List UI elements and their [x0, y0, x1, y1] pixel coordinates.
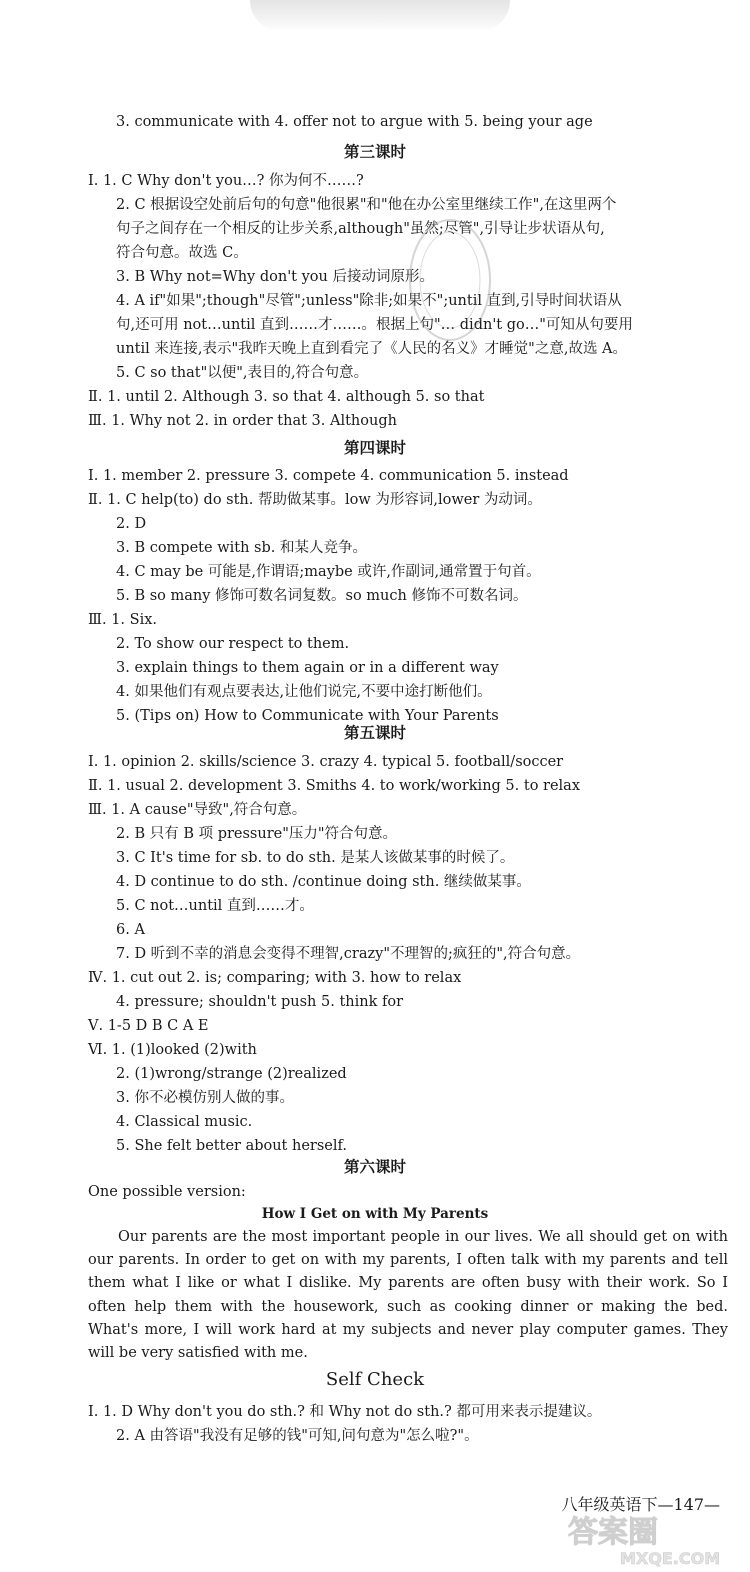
text-line: Ⅰ. 1. D Why don't you do sth.? 和 Why not do sth.? 都可用来表示提建议。	[88, 1404, 602, 1420]
text-line: Ⅱ. 1. usual 2. development 3. Smiths 4. to work/working 5. to relax	[88, 778, 581, 794]
text-line: One possible version:	[88, 1184, 246, 1200]
text-line: Ⅱ. 1. until 2. Although 3. so that 4. although 5. so that	[88, 389, 485, 405]
text-line: 5. C not…until 直到……才。	[116, 898, 314, 914]
text-line: until 来连接,表示"我昨天晚上直到看完了《人民的名义》才睡觉"之意,故选 A。	[116, 341, 628, 357]
text-line: 符合句意。故选 C。	[116, 245, 248, 261]
text-line: 3. explain things to them again or in a different way	[116, 660, 499, 676]
text-line: Ⅰ. 1. member 2. pressure 3. compete 4. communication 5. instead	[88, 468, 569, 484]
text-line: Ⅱ. 1. C help(to) do sth. 帮助做某事。low 为形容词,lower 为动词。	[88, 492, 542, 508]
section-heading-lesson5: 第五课时	[343, 724, 406, 742]
text-line: 5. B so many 修饰可数名词复数。so much 修饰不可数名词。	[116, 588, 528, 604]
text-line: 2. C 根据设空处前后句的句意"他很累"和"他在办公室里继续工作",在这里两个	[116, 197, 617, 213]
svg-text:MXQE.COM: MXQE.COM	[620, 1549, 721, 1568]
text-line: 4. 如果他们有观点要表达,让他们说完,不要中途打断他们。	[116, 684, 492, 700]
text-line: 2. (1)wrong/strange (2)realized	[116, 1066, 347, 1082]
text-line: 3. 你不必模仿别人做的事。	[116, 1090, 294, 1106]
text-line: 5. (Tips on) How to Communicate with Your Parents	[116, 708, 499, 724]
text-line: 2. A 由答语"我没有足够的钱"可知,问句意为"怎么啦?"。	[116, 1428, 479, 1444]
text-line: 3. B compete with sb. 和某人竞争。	[116, 540, 367, 556]
faint-stamp	[390, 210, 510, 350]
text-line: 4. D continue to do sth. /continue doing sth. 继续做某事。	[116, 874, 531, 890]
text-line: Ⅰ. 1. opinion 2. skills/science 3. crazy 4. typical 5. football/soccer	[88, 754, 564, 770]
section-heading-self-check: Self Check	[325, 1369, 425, 1390]
text-line: Ⅲ. 1. Why not 2. in order that 3. Although	[88, 413, 397, 429]
essay-body: Our parents are the most important people in our lives. We all should get on with our parents. In order to get on with my parents, I often talk with my parents and tell them what I like or what I dislike. My parents are often busy with their work. So I often help them with the housework, such as cooking dinner or making the bed. What's more, I will work hard at my subjects and never play computer games. They will be very satisfied with me.	[88, 1229, 728, 1362]
text-line: 3. B Why not=Why don't you 后接动词原形。	[116, 269, 434, 285]
text-line: 4. C may be 可能是,作谓语;maybe 或许,作副词,通常置于句首。	[116, 564, 541, 580]
text-line: 句子之间存在一个相反的让步关系,although"虽然;尽管",引导让步状语从句,	[116, 221, 605, 237]
text-line: 2. B 只有 B 项 pressure"压力"符合句意。	[116, 826, 398, 842]
text-line: 4. Classical music.	[116, 1114, 253, 1130]
text-line: 4. pressure; shouldn't push 5. think for	[116, 994, 404, 1010]
text-line: 2. To show our respect to them.	[116, 636, 350, 652]
text-line: 5. She felt better about herself.	[116, 1138, 347, 1154]
text-line: 2. D	[116, 516, 147, 532]
text-line: 5. C so that"以便",表目的,符合句意。	[116, 365, 369, 381]
section-heading-lesson6: 第六课时	[343, 1158, 406, 1176]
watermark-graphic	[560, 1510, 750, 1568]
text-line: 6. A	[116, 922, 145, 938]
section-heading-lesson4: 第四课时	[343, 439, 406, 457]
text-line: Ⅲ. 1. Six.	[88, 612, 158, 628]
text-line: Ⅰ. 1. C Why don't you…? 你为何不……?	[88, 173, 364, 189]
text-line: Ⅴ. 1-5 D B C A E	[88, 1018, 209, 1034]
text-line: 3. communicate with 4. offer not to argue with 5. being your age	[116, 114, 593, 130]
text-line: 句,还可用 not…until 直到……才……。根据上句"… didn't go…"可知从句要用	[116, 317, 633, 333]
page-footer: 八年级英语下—147—	[561, 1495, 720, 1514]
essay-title: How I Get on with My Parents	[261, 1206, 489, 1222]
text-line: 3. C It's time for sb. to do sth. 是某人该做某事的时候了。	[116, 850, 515, 866]
text-line: Ⅳ. 1. cut out 2. is; comparing; with 3. how to relax	[88, 970, 462, 986]
svg-text:答案圈: 答案圈	[568, 1515, 658, 1550]
watermark-logo	[560, 1510, 750, 1568]
text-line: 7. D 听到不幸的消息会变得不理智,crazy"不理智的;疯狂的",符合句意。	[116, 946, 581, 962]
text-line: Ⅲ. 1. A cause"导致",符合句意。	[88, 802, 307, 818]
text-line: Ⅵ. 1. (1)looked (2)with	[88, 1042, 257, 1058]
text-line: 4. A if"如果";though"尽管";unless"除非;如果不";until 直到,引导时间状语从	[116, 293, 622, 309]
section-heading-lesson3: 第三课时	[343, 143, 406, 161]
